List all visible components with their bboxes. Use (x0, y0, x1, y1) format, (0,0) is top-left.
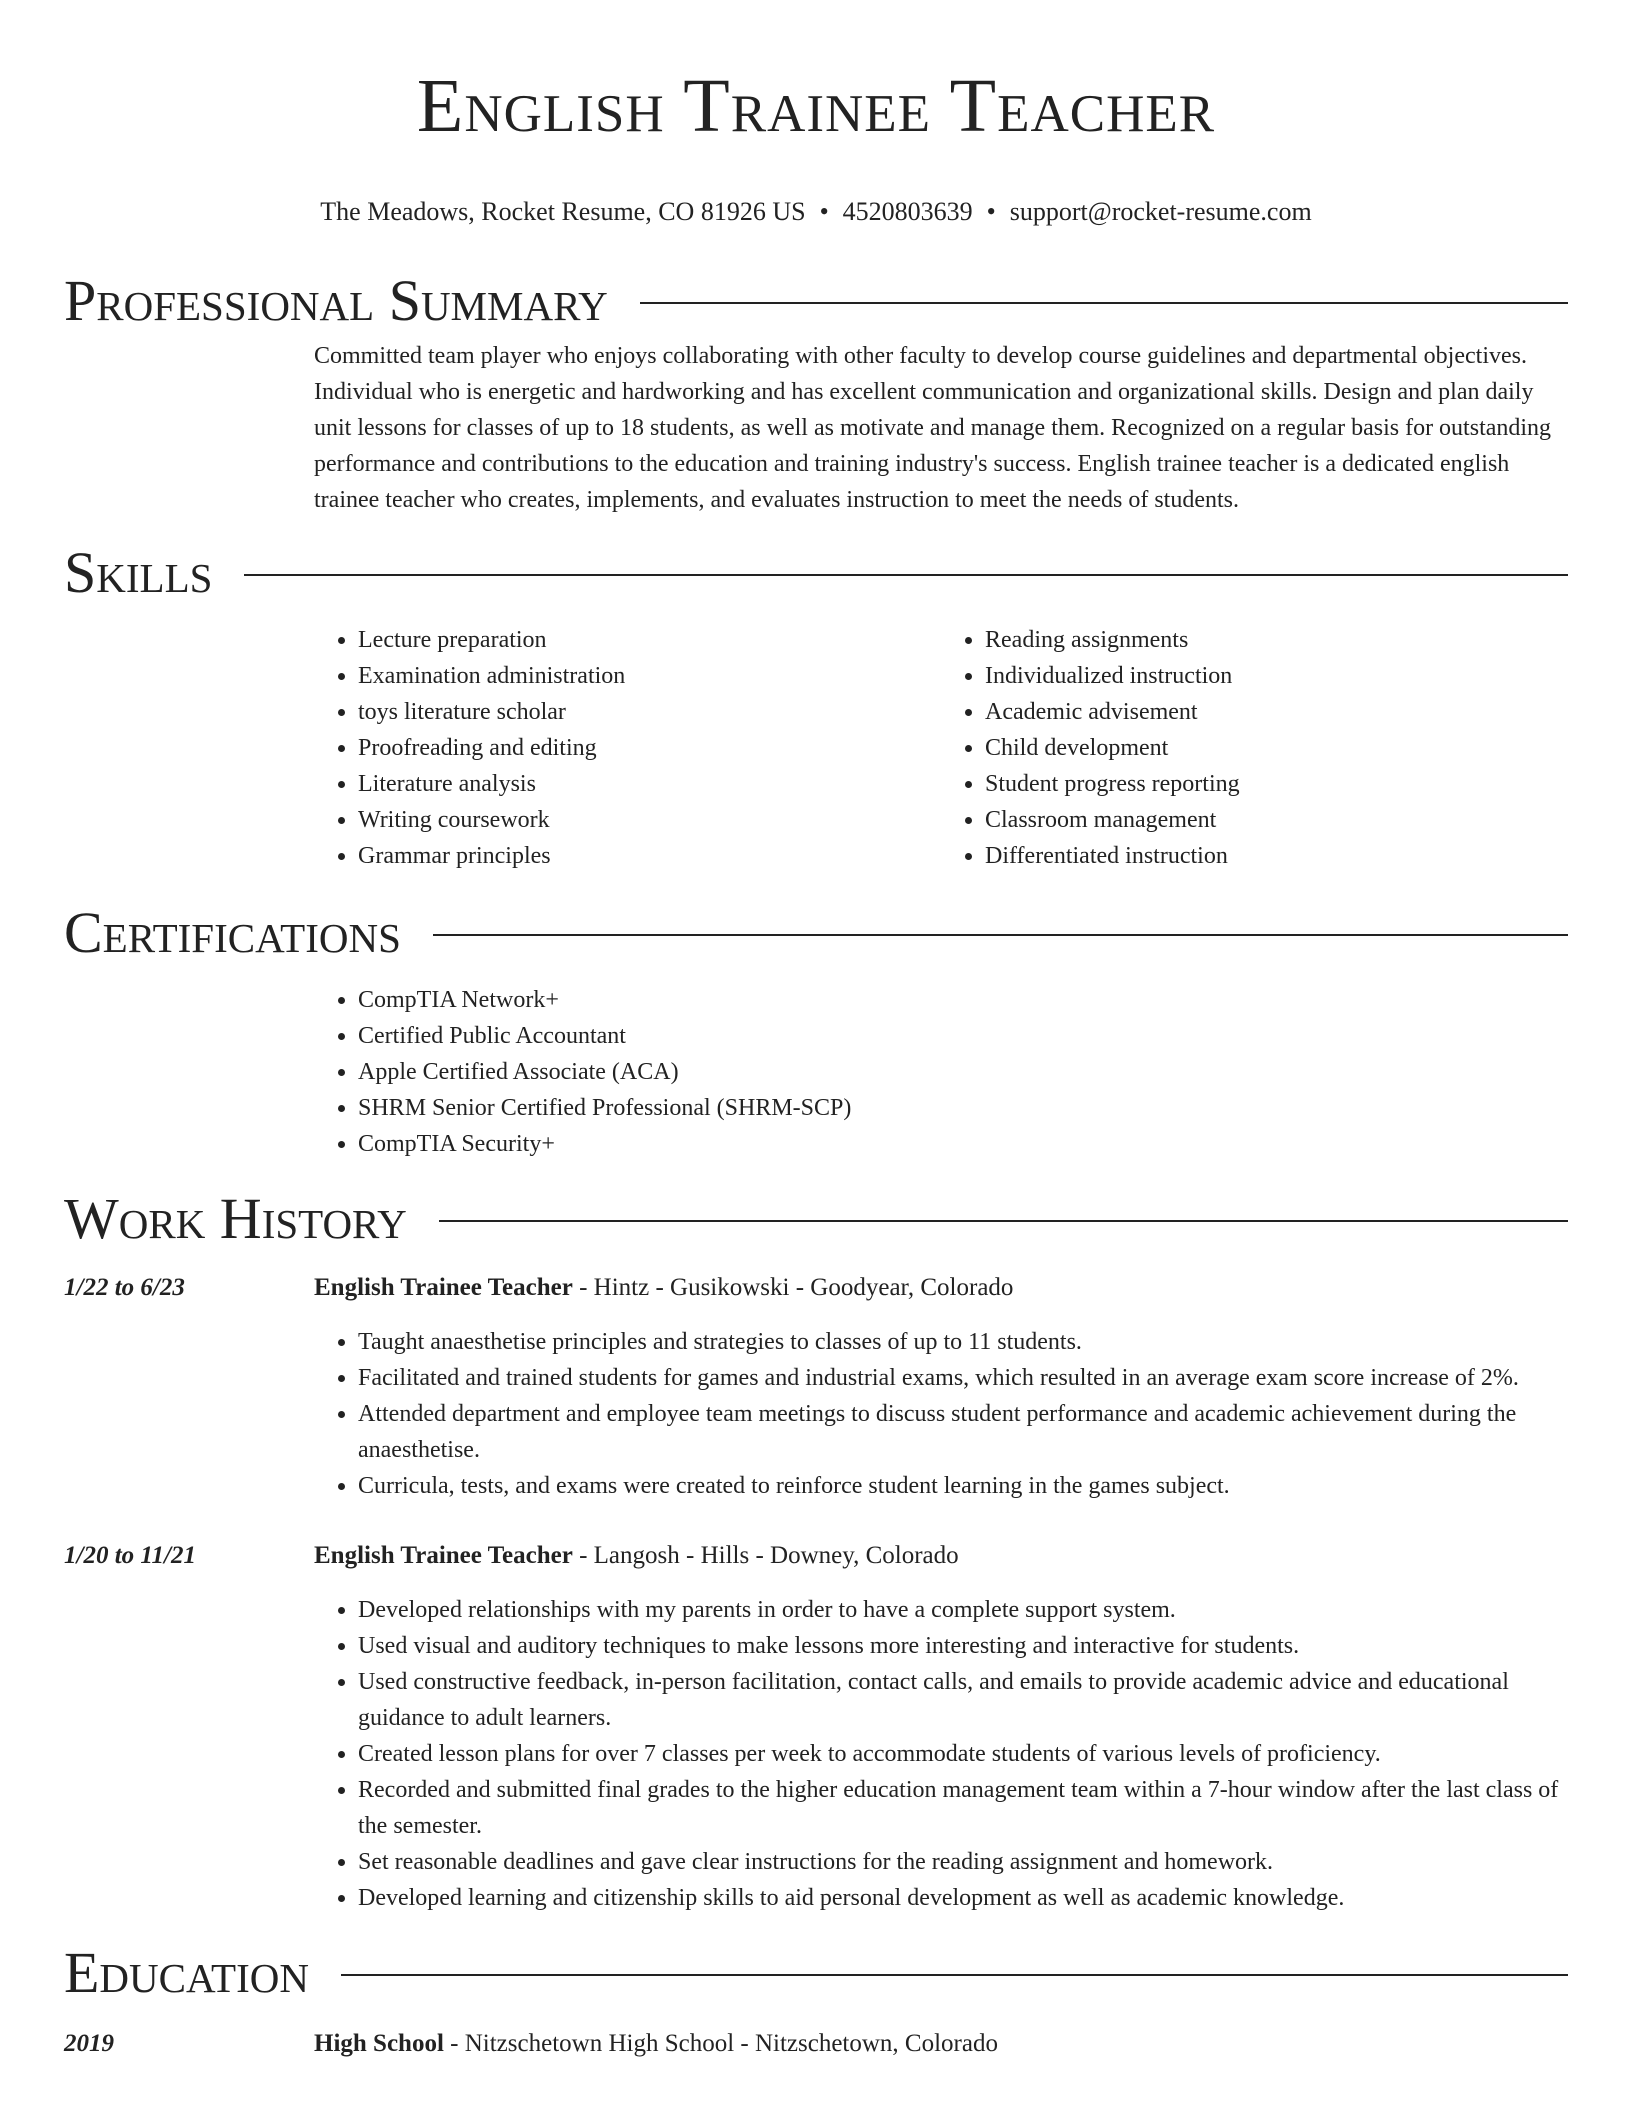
certification-item: • Certified Public Accountant (358, 1018, 1568, 1054)
job-role: English Trainee Teacher (314, 1542, 573, 1569)
professional-summary-section (64, 266, 1568, 518)
section-title: Certifications (64, 900, 401, 965)
section-header (64, 538, 1568, 608)
skill-item: • toys literature scholar (358, 694, 941, 730)
education-section (64, 1938, 1568, 2062)
skill-item: • Lecture preparation (358, 622, 941, 658)
education-details: - Nitzschetown High School - Nitzschetown, Colorado (443, 2030, 998, 2057)
job-bullets (314, 1324, 1568, 1504)
section-title: Work History (64, 1186, 407, 1251)
skills-section (64, 538, 1568, 874)
job-bullet: • Taught anaesthetise principles and strategies to classes of up to 11 students. (358, 1324, 1568, 1360)
work-history-section (64, 1184, 1568, 1916)
skill-item: • Child development (985, 730, 1568, 766)
skill-item: • Examination administration (358, 658, 941, 694)
section-divider (433, 934, 1568, 936)
job-bullet: • Curricula, tests, and exams were created to reinforce student learning in the games subject. (358, 1468, 1568, 1504)
job-bullets (314, 1592, 1568, 1916)
education-entry (64, 2026, 1568, 2062)
certification-item: • CompTIA Security+ (358, 1126, 1568, 1162)
skill-item: • Grammar principles (358, 838, 941, 874)
job-bullet: • Developed relationships with my parents in order to have a complete support system. (358, 1592, 1568, 1628)
education-title (314, 2026, 998, 2062)
job-bullet: • Used visual and auditory techniques to make lessons more interesting and interactive for students. (358, 1628, 1568, 1664)
section-divider (341, 1974, 1568, 1976)
job-date: 1/22 to 6/23 (64, 1274, 185, 1301)
job-bullet: • Facilitated and trained students for games and industrial exams, which resulted in an average exam score increase of 2%. (358, 1360, 1568, 1396)
section-header (64, 1938, 1568, 2008)
section-header (64, 1184, 1568, 1254)
certifications-section (64, 898, 1568, 1162)
contact-email: support@rocket-resume.com (1009, 197, 1312, 226)
certification-item: • SHRM Senior Certified Professional (SHRM-SCP) (358, 1090, 1568, 1126)
section-divider (640, 302, 1568, 304)
job-bullet: • Developed learning and citizenship skills to aid personal development as well as academic knowledge. (358, 1880, 1568, 1916)
job-title (314, 1270, 1013, 1306)
resume-name: English Trainee Teacher (416, 64, 1216, 148)
job-bullet: • Created lesson plans for over 7 classes per week to accommodate students of various levels of proficiency. (358, 1736, 1568, 1772)
contact-separator: • (986, 197, 996, 226)
skills-list-left (314, 622, 941, 874)
summary-body (314, 338, 1568, 518)
education-date: 2019 (64, 2030, 114, 2057)
section-divider (244, 574, 1568, 576)
summary-text: Committed team player who enjoys collaborating with other faculty to develop course guidelines and departmental objectives. Individual who is energetic and hardworking and has excellent communication and organizational skills. Design and plan daily unit lessons for classes of up to 18 students, as well as motivate and manage them. Recognized on a regular basis for outstanding performance and contributions to the education and training industry's success. English trainee teacher is a dedicated english trainee teacher who creates, implements, and evaluates instruction to meet the needs of students. (314, 343, 1552, 513)
education-degree: High School (314, 2030, 444, 2057)
skill-item: • Literature analysis (358, 766, 941, 802)
certification-item: • Apple Certified Associate (ACA) (358, 1054, 1568, 1090)
job-bullet: • Attended department and employee team meetings to discuss student performance and academic achievement during the anaesthetise. (358, 1396, 1568, 1468)
certifications-list (314, 982, 1568, 1162)
section-header (64, 266, 1568, 336)
job-date: 1/20 to 11/21 (64, 1542, 196, 1569)
contact-address: The Meadows, Rocket Resume, CO 81926 US (320, 197, 806, 226)
contact-phone: 4520803639 (842, 197, 973, 226)
job-entry (64, 1538, 1568, 1916)
skill-item: • Reading assignments (985, 622, 1568, 658)
job-bullet: • Set reasonable deadlines and gave clear instructions for the reading assignment and homework. (358, 1844, 1568, 1880)
section-title: Professional Summary (64, 268, 608, 333)
job-bullet: • Used constructive feedback, in-person facilitation, contact calls, and emails to provide academic advice and educational guidance to adult learners. (358, 1664, 1568, 1736)
job-role: English Trainee Teacher (314, 1274, 573, 1301)
skill-item: • Classroom management (985, 802, 1568, 838)
skill-item: • Differentiated instruction (985, 838, 1568, 874)
skill-item: • Individualized instruction (985, 658, 1568, 694)
certification-item: • CompTIA Network+ (358, 982, 1568, 1018)
job-title (314, 1538, 959, 1574)
section-header (64, 898, 1568, 968)
job-bullet: • Recorded and submitted final grades to the higher education management team within a 7-hour window after the last class of the semester. (358, 1772, 1568, 1844)
skills-grid (314, 622, 1568, 874)
section-title: Skills (64, 540, 213, 605)
job-details: - Hintz - Gusikowski - Goodyear, Colorado (572, 1274, 1014, 1301)
skill-item: • Proofreading and editing (358, 730, 941, 766)
job-entry (64, 1270, 1568, 1504)
job-header (64, 1270, 1568, 1306)
skill-item: • Writing coursework (358, 802, 941, 838)
job-header (64, 1538, 1568, 1574)
contact-line (64, 196, 1568, 228)
certifications-body (314, 982, 1568, 1162)
skill-item: • Academic advisement (985, 694, 1568, 730)
job-details: - Langosh - Hills - Downey, Colorado (572, 1542, 959, 1569)
section-title: Education (64, 1940, 309, 2005)
section-divider (439, 1220, 1568, 1222)
skill-item: • Student progress reporting (985, 766, 1568, 802)
skills-list-right (941, 622, 1568, 874)
contact-separator: • (819, 197, 829, 226)
